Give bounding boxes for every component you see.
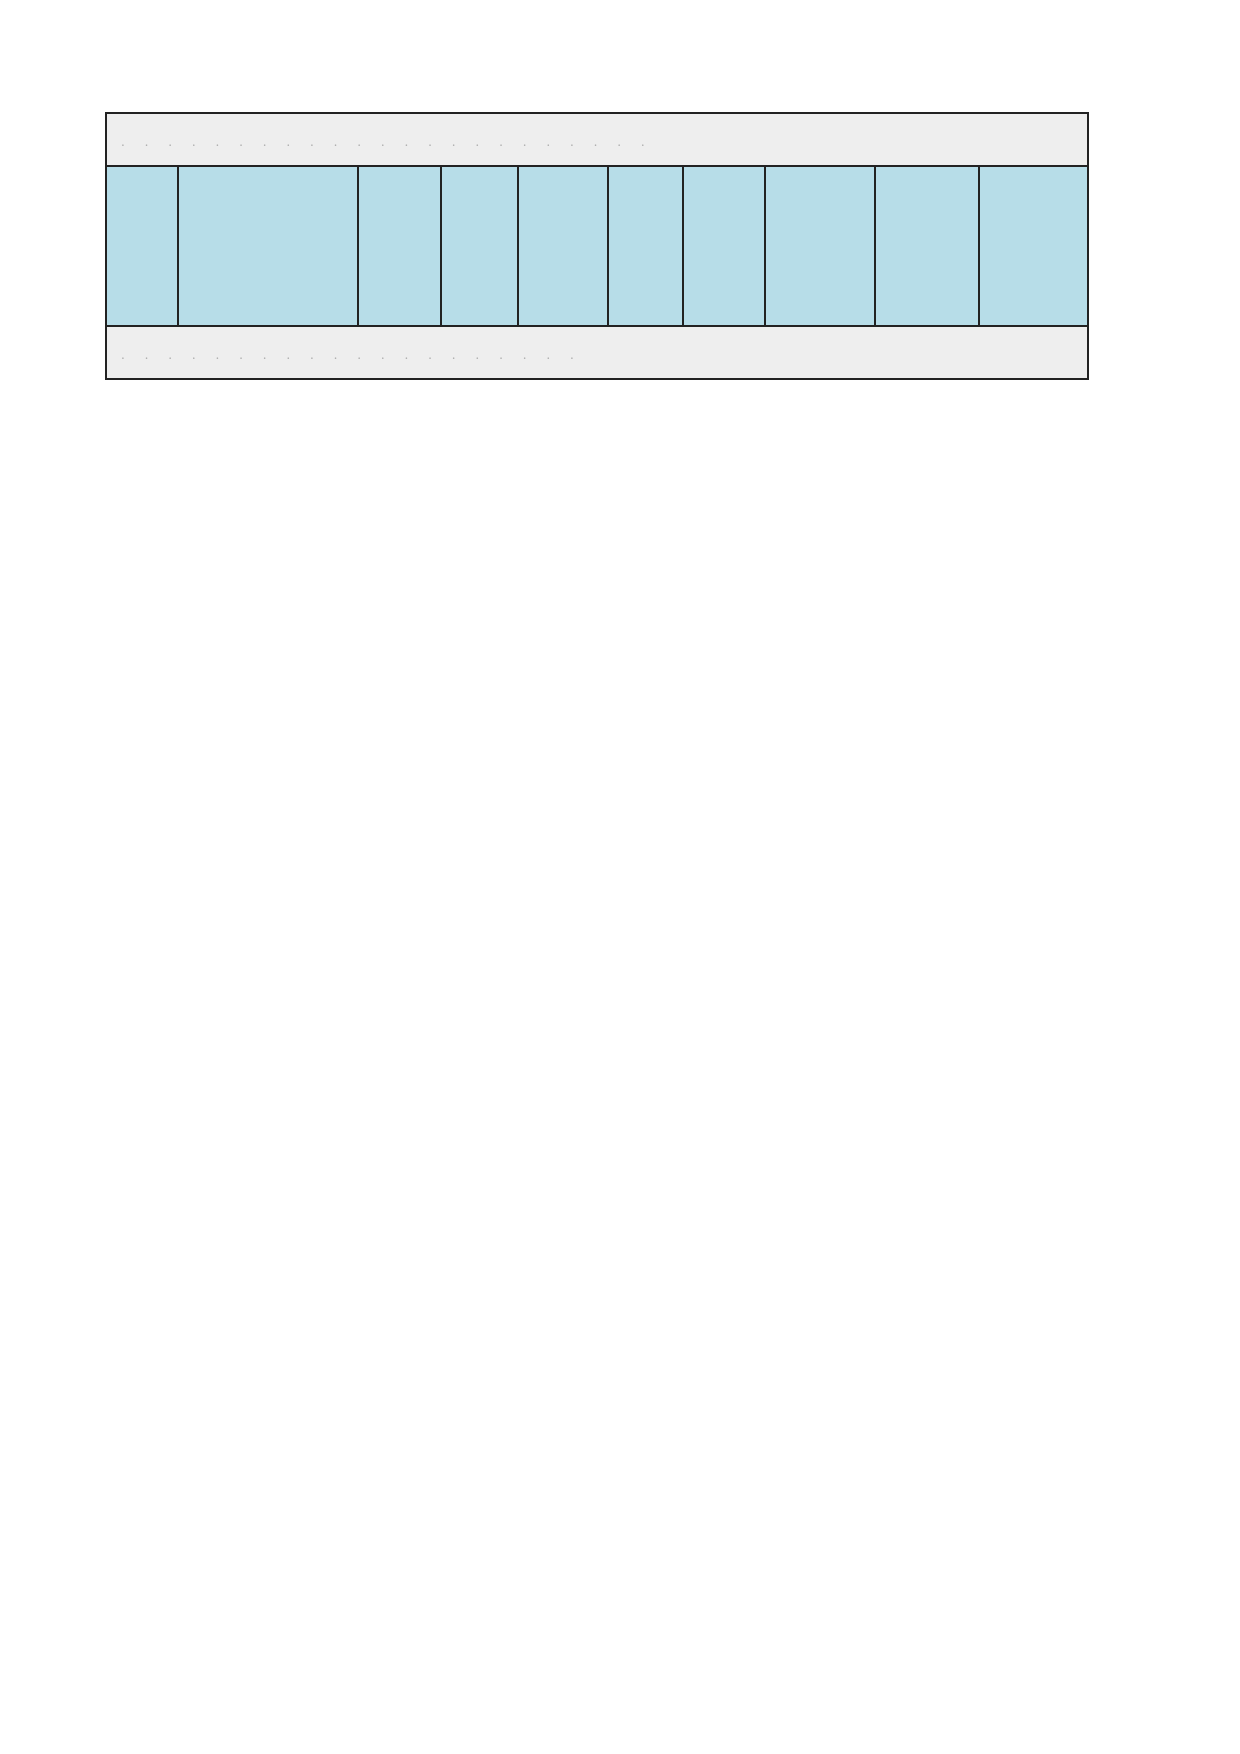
footer-dots: . . . . . . . . . . . . . . . . . . . . — [121, 347, 582, 362]
footer-title-row — [106, 326, 1088, 379]
header-power — [518, 166, 608, 326]
header-head — [441, 166, 518, 326]
header-row — [106, 166, 1088, 326]
section-title-cell — [106, 113, 1088, 166]
header-outlet-diameter — [683, 166, 765, 326]
section-title-block — [106, 113, 1088, 326]
footer-title-cell — [106, 326, 1088, 379]
pump-spec-table — [105, 112, 1089, 380]
section-title-row — [106, 113, 1088, 166]
header-outside-diameter — [608, 166, 683, 326]
header-no — [106, 166, 178, 326]
header-height — [875, 166, 979, 326]
header-weight — [979, 166, 1088, 326]
spec-sheet — [105, 112, 1087, 380]
header-type — [178, 166, 358, 326]
header-flow — [358, 166, 441, 326]
title-dots: . . . . . . . . . . . . . . . . . . . . . . . — [121, 134, 653, 149]
footer-title-block — [106, 326, 1088, 379]
header-cable-section — [765, 166, 875, 326]
